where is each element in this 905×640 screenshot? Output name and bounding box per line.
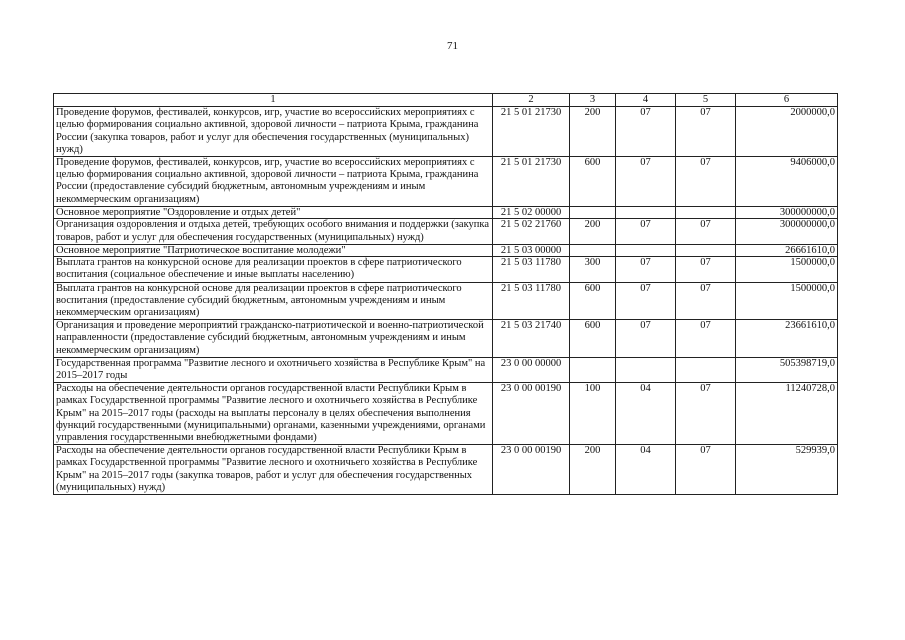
row-target-code: 21 5 03 11780 — [493, 282, 570, 320]
row-section: 07 — [616, 107, 676, 157]
row-target-code: 21 5 03 00000 — [493, 244, 570, 257]
table-row — [54, 320, 838, 358]
row-expense-type — [570, 206, 616, 219]
column-header-1: 1 — [54, 94, 493, 107]
row-amount: 23661610,0 — [736, 320, 838, 358]
row-amount: 1500000,0 — [736, 282, 838, 320]
row-expense-type: 600 — [570, 282, 616, 320]
row-subsection — [676, 206, 736, 219]
row-section — [616, 244, 676, 257]
row-description: Проведение форумов, фестивалей, конкурсов, игр, участие во всероссийских мероприятиях с целью формирования социально активной, здоровой личности – патриота Крыма, гражданина России (закупка товаров, работ и услуг для обеспечения государственных (муниципальных) нужд) — [54, 107, 493, 157]
row-section: 07 — [616, 157, 676, 207]
row-subsection: 07 — [676, 320, 736, 358]
row-section: 07 — [616, 257, 676, 282]
row-amount: 2000000,0 — [736, 107, 838, 157]
row-target-code: 21 5 01 21730 — [493, 107, 570, 157]
row-expense-type: 300 — [570, 257, 616, 282]
row-subsection: 07 — [676, 282, 736, 320]
row-description: Организация оздоровления и отдыха детей, требующих особого внимания и поддержки (закупка товаров, работ и услуг для обеспечения государственных (муниципальных) нужд) — [54, 219, 493, 244]
row-amount: 26661610,0 — [736, 244, 838, 257]
row-section — [616, 206, 676, 219]
row-section: 07 — [616, 219, 676, 244]
row-target-code: 21 5 03 11780 — [493, 257, 570, 282]
row-amount: 300000000,0 — [736, 219, 838, 244]
header-row — [54, 94, 838, 107]
table-row — [54, 244, 838, 257]
row-expense-type: 600 — [570, 320, 616, 358]
table-row — [54, 219, 838, 244]
row-amount: 505398719,0 — [736, 357, 838, 382]
row-subsection: 07 — [676, 107, 736, 157]
row-description: Выплата грантов на конкурсной основе для реализации проектов в сфере патриотического воспитания (социальное обеспечение и иные выплаты населению) — [54, 257, 493, 282]
column-header-2: 2 — [493, 94, 570, 107]
row-subsection: 07 — [676, 219, 736, 244]
row-section: 07 — [616, 320, 676, 358]
row-expense-type: 200 — [570, 219, 616, 244]
row-section: 04 — [616, 445, 676, 495]
row-expense-type — [570, 357, 616, 382]
row-expense-type: 200 — [570, 445, 616, 495]
row-subsection — [676, 357, 736, 382]
row-expense-type — [570, 244, 616, 257]
row-target-code: 21 5 03 21740 — [493, 320, 570, 358]
table-row — [54, 282, 838, 320]
column-header-6: 6 — [736, 94, 838, 107]
row-description: Выплата грантов на конкурсной основе для реализации проектов в сфере патриотического воспитания (предоставление субсидий бюджетным, автономным учреждениям и иным некоммерческим организациям) — [54, 282, 493, 320]
row-subsection: 07 — [676, 383, 736, 445]
row-expense-type: 600 — [570, 157, 616, 207]
row-description: Организация и проведение мероприятий гражданско-патриотической и военно-патриотической направленности (предоставление субсидий бюджетным, автономным учреждениям и иным некоммерческим организациям) — [54, 320, 493, 358]
row-amount: 11240728,0 — [736, 383, 838, 445]
row-description: Расходы на обеспечение деятельности органов государственной власти Республики Крым в рамках Государственной программы "Развитие лесного и охотничьего хозяйства в Республике Крым" на 2015–2017 годы (расходы на выплаты персоналу в целях обеспечения выполнения функций государственными (муниципальными) органами, казенными учреждениями, органами управления государственными внебюджетными фондами) — [54, 383, 493, 445]
column-header-3: 3 — [570, 94, 616, 107]
row-description: Основное мероприятие "Оздоровление и отдых детей" — [54, 206, 493, 219]
row-target-code: 21 5 02 21760 — [493, 219, 570, 244]
row-target-code: 23 0 00 00190 — [493, 445, 570, 495]
row-expense-type: 200 — [570, 107, 616, 157]
table-row — [54, 157, 838, 207]
row-description: Проведение форумов, фестивалей, конкурсов, игр, участие во всероссийских мероприятиях с целью формирования социально активной, здоровой личности – патриота Крыма, гражданина России (предоставление субсидий бюджетным, автономным учреждениям и иным некоммерческим организациям) — [54, 157, 493, 207]
row-subsection — [676, 244, 736, 257]
row-subsection: 07 — [676, 257, 736, 282]
table-row — [54, 206, 838, 219]
table-row — [54, 383, 838, 445]
row-section: 04 — [616, 383, 676, 445]
row-subsection: 07 — [676, 157, 736, 207]
row-target-code: 23 0 00 00190 — [493, 383, 570, 445]
row-expense-type: 100 — [570, 383, 616, 445]
table-row — [54, 107, 838, 157]
row-section — [616, 357, 676, 382]
row-target-code: 21 5 02 00000 — [493, 206, 570, 219]
table-row — [54, 445, 838, 495]
page-number: 71 — [447, 40, 458, 52]
row-section: 07 — [616, 282, 676, 320]
table-row — [54, 257, 838, 282]
row-amount: 529939,0 — [736, 445, 838, 495]
table-row — [54, 357, 838, 382]
budget-table — [53, 93, 838, 495]
row-target-code: 21 5 01 21730 — [493, 157, 570, 207]
row-amount: 1500000,0 — [736, 257, 838, 282]
column-header-4: 4 — [616, 94, 676, 107]
row-description: Основное мероприятие "Патриотическое воспитание молодежи" — [54, 244, 493, 257]
row-amount: 300000000,0 — [736, 206, 838, 219]
row-amount: 9406000,0 — [736, 157, 838, 207]
row-description: Государственная программа "Развитие лесного и охотничьего хозяйства в Республике Крым" на 2015–2017 годы — [54, 357, 493, 382]
row-target-code: 23 0 00 00000 — [493, 357, 570, 382]
column-header-5: 5 — [676, 94, 736, 107]
row-description: Расходы на обеспечение деятельности органов государственной власти Республики Крым в рамках Государственной программы "Развитие лесного и охотничьего хозяйства в Республике Крым" на 2015–2017 годы (закупка товаров, работ и услуг для обеспечения государственных (муниципальных) нужд) — [54, 445, 493, 495]
row-subsection: 07 — [676, 445, 736, 495]
